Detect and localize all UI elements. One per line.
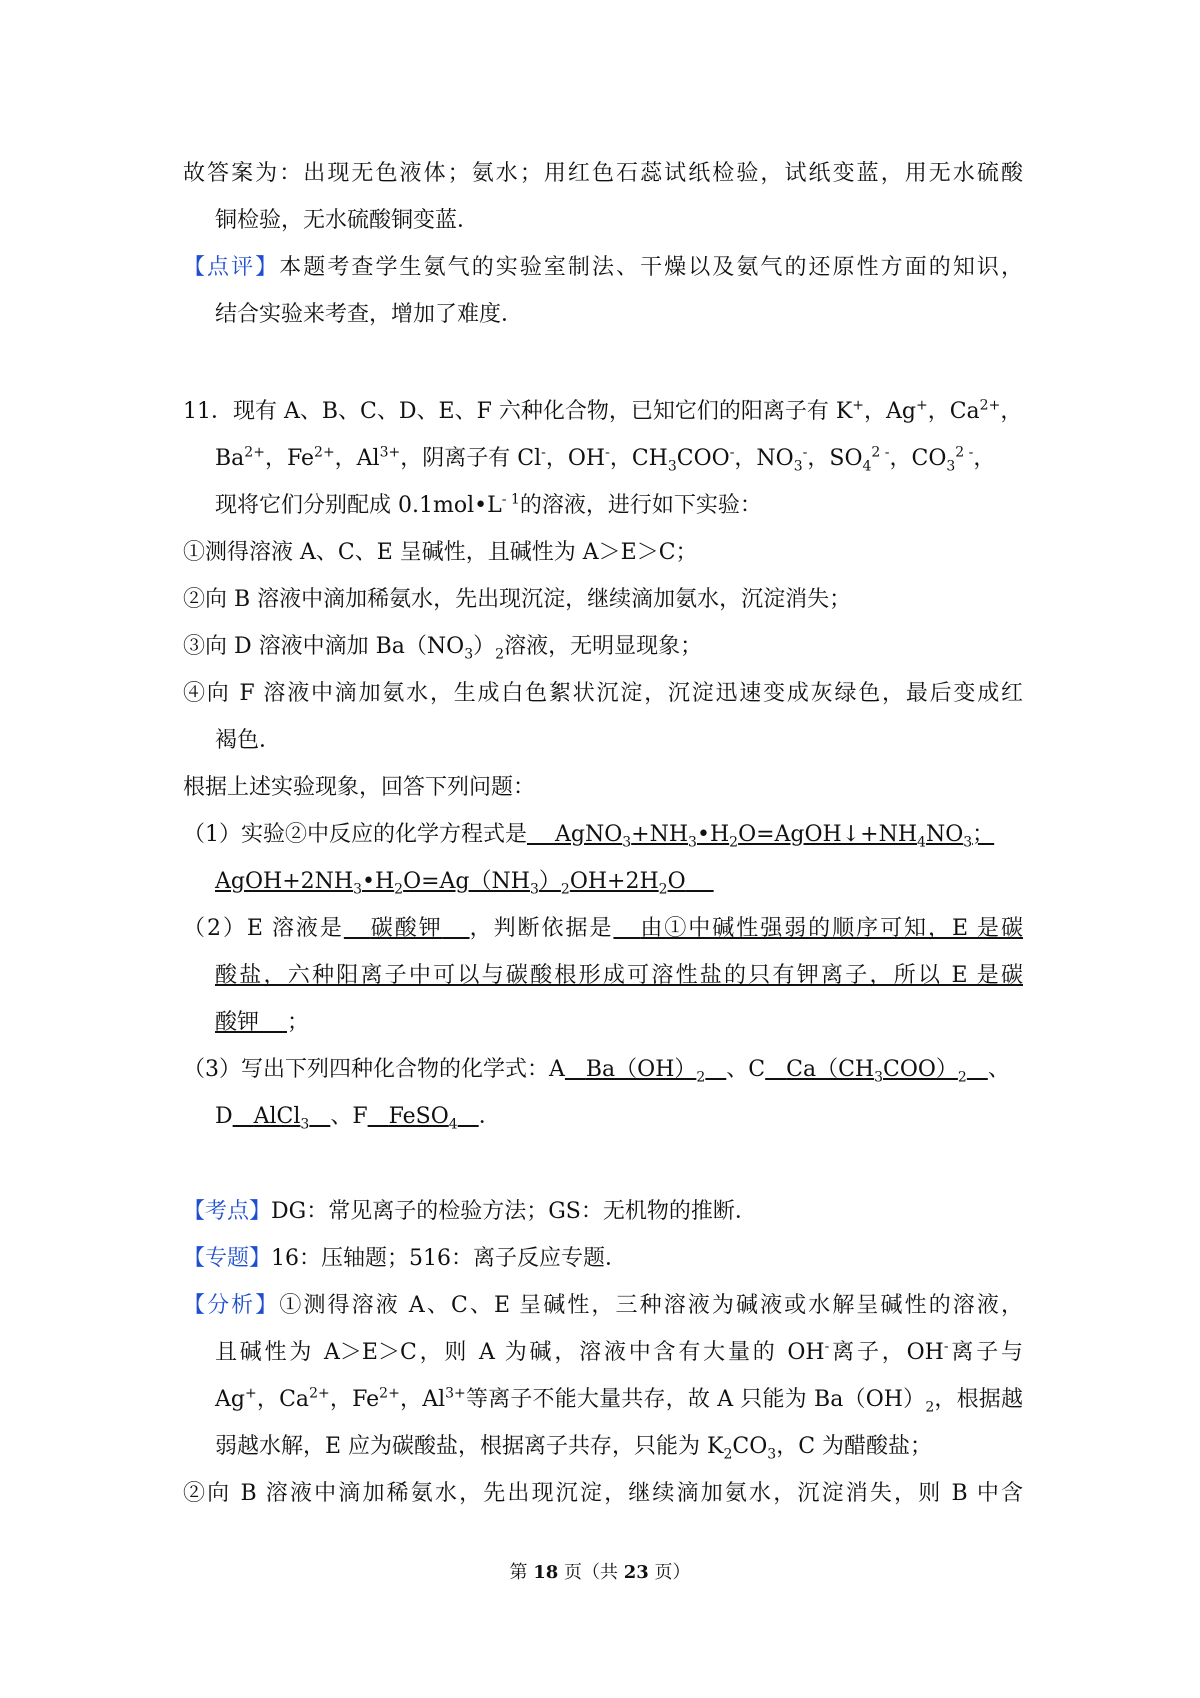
subquestion-1-answer-part2: $AgOH+2NH_3•H_2O=Ag(NH_3)_2OH+2H_2O$: [215, 869, 686, 898]
question-11-intro-line3: 现将它们分别配成 $0.1mol•L^{- 1}$的溶液，进行如下实验：: [215, 491, 762, 518]
answer-D: AlCl$_3$: [253, 1104, 310, 1133]
subquestion-2-line1: （2）E 溶液是 碳酸钾 ，判断依据是 由①中碱性强弱的顺序可知，E 是碳: [183, 916, 1023, 941]
experiment-3: ③向 D 溶液中滴加 $Ba(NO_3)_2$溶液，无明显现象；: [183, 634, 703, 663]
fenxi-line4: 弱越水解，E 应为碳酸盐，根据离子共存，只能为 $K_2CO_3$，C 为醋酸盐；: [215, 1434, 933, 1463]
fenxi-line1: 【分析】①测得溶液 A、C、E 呈碱性，三种溶液为碱液或水解呈碱性的溶液，: [183, 1293, 1023, 1318]
zhuanti-line: 【专题】16：压轴题；516：离子反应专题．: [183, 1246, 628, 1271]
fenxi-tag: 【分析】: [183, 1293, 280, 1318]
previous-answer-line2: 铜检验，无水硫酸铜变蓝．: [215, 208, 480, 233]
experiment-2: ②向 B 溶液中滴加稀氨水，先出现沉淀，继续滴加氨水，沉淀消失；: [183, 587, 852, 612]
page-total: 23: [623, 1562, 649, 1583]
fenxi-line2: 且碱性为 A＞E＞C，则 A 为碱，溶液中含有大量的 OH-离子，OH-离子与: [215, 1338, 1023, 1365]
zhuanti-tag: 【专题】: [183, 1246, 272, 1271]
answer-C: $Ca(CH_3COO)_2$: [786, 1057, 967, 1086]
question-prompt: 根据上述实验现象，回答下列问题：: [183, 775, 536, 800]
subquestion-2-line3: 酸钾 ；: [215, 1010, 310, 1035]
subquestion-2-reason-part1: 由①中碱性强弱的顺序可知，E 是碳: [640, 916, 1023, 941]
question-11-intro-line2: $Ba^{2+}$，$Fe^{2+}$，$Al^{3+}$，阴离子有 Cl-，OH-，$CH_3COO^-$，$NO_3^-$，$SO_4^{2 -}$，$CO_3^{2 -}$，: [215, 444, 996, 475]
experiment-1: ①测得溶液 A、C、E 呈碱性，且碱性为 A＞E＞C；: [183, 540, 698, 565]
kaodian-line: 【考点】DG：常见离子的检验方法；GS：无机物的推断．: [183, 1199, 757, 1224]
subquestion-3-line2: D AlCl$_3$ 、F FeSO$_4$ ．: [215, 1104, 501, 1133]
comment-tag: 【点评】: [183, 255, 280, 280]
subquestion-1-answer-part1: $AgNO_3+NH_3•H_2O=AgOH↓+NH_4NO_3$；: [554, 822, 995, 851]
fenxi-line3: Ag+，$Ca^{2+}$，$Fe^{2+}$，$Al^{3+}$等离子不能大量共存，故 A 只能为 $Ba(OH)_2$，根据越: [215, 1385, 1023, 1416]
previous-answer-line1: 故答案为：出现无色液体；氨水；用红色石蕊试纸检验，试纸变蓝，用无水硫酸: [183, 161, 1023, 186]
experiment-4-line2: 褐色．: [215, 728, 282, 753]
page-number: 18: [533, 1562, 559, 1583]
page-footer: 第 18 页（共 23 页）: [509, 1562, 691, 1583]
subquestion-2-line2: 酸盐，六种阳离子中可以与碳酸根形成可溶性盐的只有钾离子，所以 E 是碳: [215, 963, 1023, 988]
fenxi-line5: ②向 B 溶液中滴加稀氨水，先出现沉淀，继续滴加氨水，沉淀消失，则 B 中含: [183, 1481, 1023, 1506]
subquestion-2-answer: 碳酸钾: [370, 916, 443, 941]
answer-A: $Ba(OH)_2$: [585, 1057, 706, 1086]
subquestion-1-line1: （1）实验②中反应的化学方程式是 $AgNO_3+NH_3•H_2O=AgOH↓+NH_4NO_3$；: [183, 822, 995, 851]
kaodian-tag: 【考点】: [183, 1199, 272, 1224]
document-page: [183, 150, 1023, 1517]
comment-line1: 【点评】本题考查学生氨气的实验室制法、干燥以及氨气的还原性方面的知识，: [183, 255, 1023, 280]
comment-line2: 结合实验来考查，增加了难度．: [215, 302, 524, 327]
question-11-intro-line1: 11．现有 A、B、C、D、E、F 六种化合物，已知它们的阳离子有 K+，Ag+，$Ca^{2+}$，: [183, 397, 1023, 424]
subquestion-3-line1: （3）写出下列四种化合物的化学式：A $Ba(OH)_2$ 、C $Ca(CH_3COO)_2$ 、: [183, 1057, 1010, 1086]
answer-F: FeSO$_4$: [388, 1104, 458, 1133]
subquestion-1-line2: [183, 858, 1023, 905]
experiment-4-line1: ④向 F 溶液中滴加氨水，生成白色絮状沉淀，沉淀迅速变成灰绿色，最后变成红: [183, 681, 1023, 706]
